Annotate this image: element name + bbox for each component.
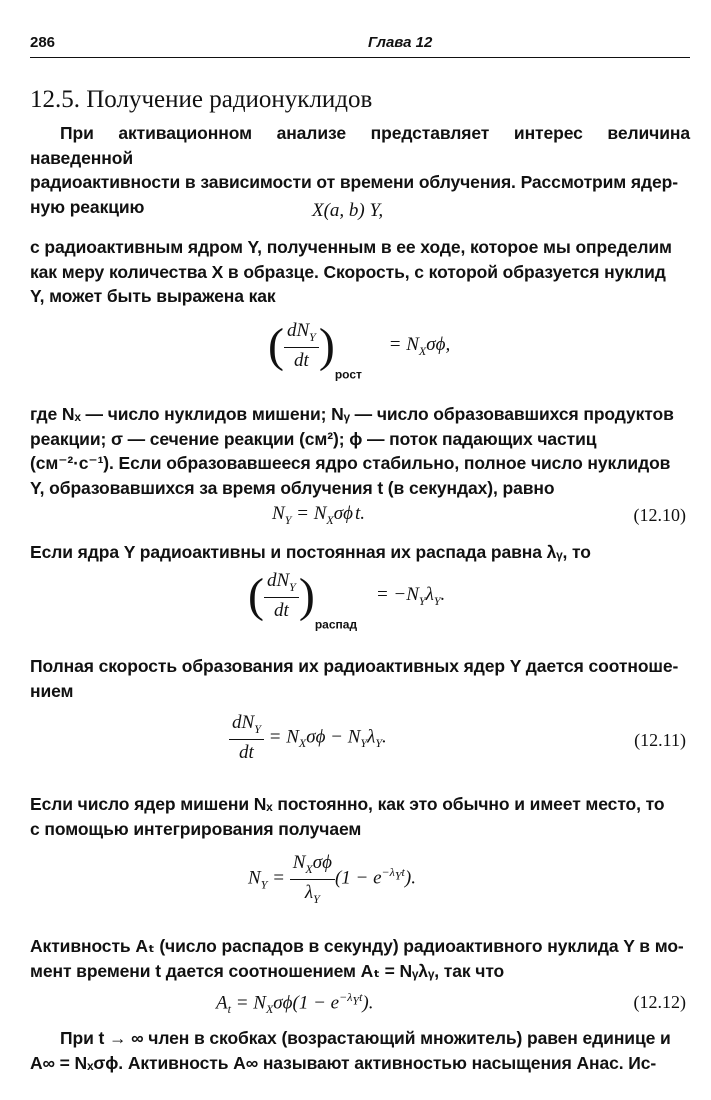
text-line: мент времени t дается соотношением Aₜ = Nᵧλᵧ, так что: [30, 960, 505, 981]
text-line: ную реакцию: [30, 196, 145, 217]
paragraph-2: [30, 235, 690, 309]
equation-12-12: $A_t = N_X\sigma\phi(1 - e^{-\lambda_Yt})$.: [216, 990, 374, 1017]
running-header: [30, 34, 690, 56]
equation-number-12-11: (12.11): [634, 730, 686, 750]
paragraph-6: [30, 792, 690, 841]
equation-12-10: $N_Y = N_X\sigma\phi$ t.: [272, 503, 365, 527]
equation-integral: $N_Y$ = $\frac{N_X\sigma\phi}{\lambda_Y}$ $(1 - e^{-\lambda_Yt})$.: [248, 852, 416, 906]
decay-subscript: распад: [314, 617, 358, 632]
text-line: Если ядра Y радиоактивны и постоянная их распада равна λᵧ, то: [30, 542, 591, 562]
text-line: Активность Aₜ (число распадов в секунду) радиоактивного нуклида Y в мо-: [30, 936, 684, 956]
equation-number-12-12: (12.12): [633, 992, 686, 1012]
equation-12-11: $\frac{dN_Y}{dt}$ = $N_X\sigma\phi - N_Y\lambda_Y$.: [229, 712, 387, 764]
text-line: с помощью интегрирования получаем: [30, 818, 362, 839]
text-line: (см⁻²·с⁻¹). Если образовавшееся ядро стабильно, полное число нуклидов: [30, 453, 671, 473]
equation-reaction: X(a, b) Y,: [312, 200, 384, 221]
paragraph-3: [30, 402, 690, 500]
section-title: 12.5. Получение радионуклидов: [30, 86, 373, 113]
text-line: Y, может быть выражена как: [30, 286, 276, 306]
header-rule: [30, 57, 690, 58]
equation-decay: ( $\frac{dN_Y}{dt}$ )$_{распад} = -N_Y\lambda_Y$.: [248, 568, 446, 632]
growth-subscript: рост: [334, 367, 362, 382]
paragraph-4: [30, 540, 690, 565]
text-line: Полная скорость образования их радиоактивных ядер Y дается соотноше-: [30, 656, 679, 676]
text-line: как меру количества X в образце. Скорость, с которой образуется нуклид: [30, 261, 666, 282]
chapter-label: Глава 12: [368, 34, 433, 51]
equation-growth: ( $\frac{dN_Y}{dt}$ )$_{рост} = N_X\sigma\phi$,: [268, 318, 451, 382]
text-line: A∞ = Nₓσϕ. Активность A∞ называют активностью насыщения Aнас. Ис-: [30, 1052, 657, 1073]
text-line: нием: [30, 680, 74, 701]
text-line: с радиоактивным ядром Y, полученным в ее ходе, которое мы определим: [30, 237, 672, 257]
text-line: реакции; σ — сечение реакции (см²); ϕ — поток падающих частиц: [30, 428, 597, 449]
text-line: Y, образовавшихся за время облучения t (в секундах), равно: [30, 477, 555, 498]
text-line: радиоактивности в зависимости от времени облучения. Рассмотрим ядер-: [30, 172, 678, 192]
page-number: 286: [30, 34, 56, 51]
paragraph-8: [30, 1026, 690, 1075]
text-line: При активационном анализе представляет интерес величина наведенной: [30, 123, 690, 168]
paragraph-5: [30, 654, 690, 703]
equation-number-12-10: (12.10): [633, 505, 686, 525]
text-line: При t → ∞ член в скобках (возрастающий множитель) равен единице и: [60, 1028, 671, 1048]
paragraph-7: [30, 934, 690, 983]
text-line: Если число ядер мишени Nₓ постоянно, как это обычно и имеет место, то: [30, 794, 665, 814]
text-line: где Nₓ — число нуклидов мишени; Nᵧ — число образовавшихся продуктов: [30, 404, 674, 424]
